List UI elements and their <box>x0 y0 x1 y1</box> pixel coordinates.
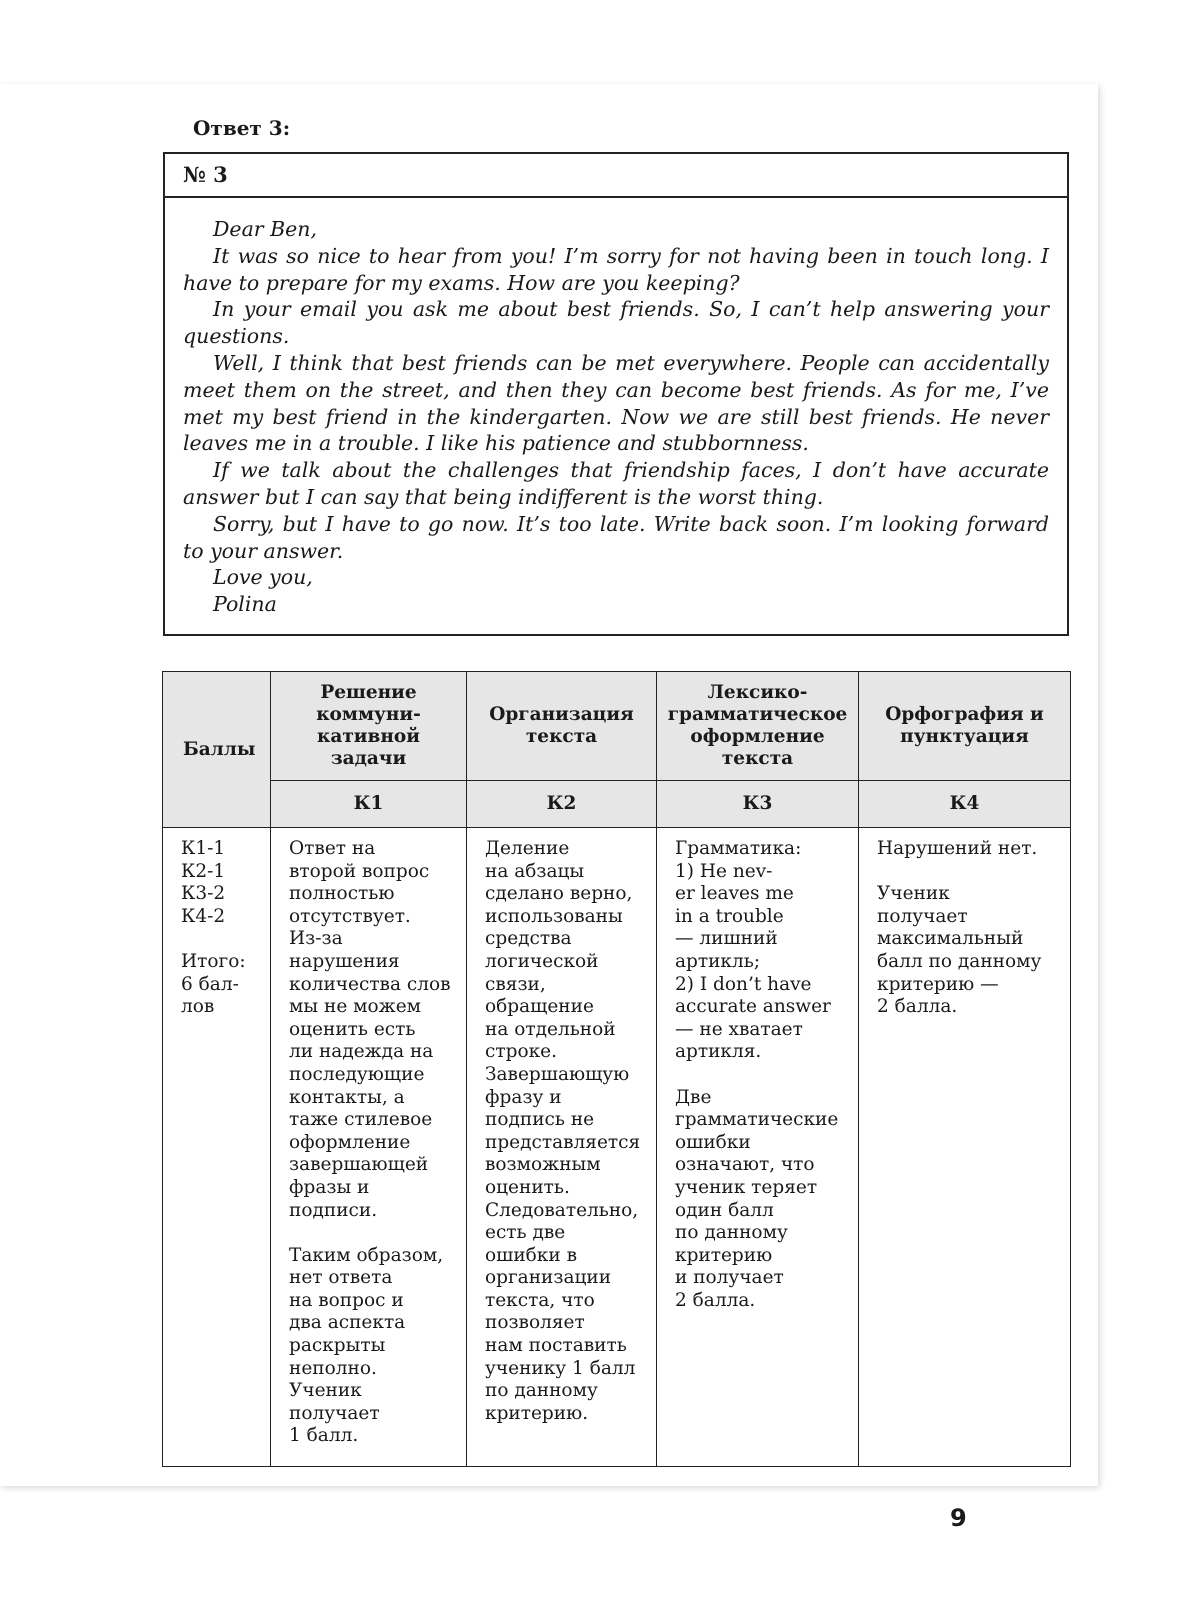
cell-line: два аспекта <box>289 1312 406 1334</box>
cell-line: оценить. <box>485 1176 570 1198</box>
cell-line: ошибки в <box>485 1244 577 1266</box>
letter-signature: Polina <box>213 592 277 617</box>
cell-line: ученик теряет <box>675 1176 818 1198</box>
cell-line: полностью <box>289 883 395 905</box>
code-k1: К1 <box>271 781 467 828</box>
cell-line: К3-2 <box>181 883 226 905</box>
cell-line: обращение <box>485 996 594 1018</box>
cell-line: есть две <box>485 1222 566 1244</box>
cell-line: лов <box>181 996 215 1018</box>
cell-line: 1 балл. <box>289 1425 359 1447</box>
cell-gap <box>289 1222 456 1245</box>
cell-line: 6 бал- <box>181 973 239 995</box>
letter-number: № 3 <box>165 154 1067 198</box>
letter-paragraph: It was so nice to hear from you! I’m sorry for not having been in touch long. I have to prepare for my exams. How are you keeping? <box>183 243 1049 295</box>
cell-line: текста, что <box>485 1289 595 1311</box>
cell-line: accurate answer <box>675 996 831 1018</box>
letter-paragraph: In your email you ask me about best friends. So, I can’t help answering your questions. <box>183 297 1049 349</box>
cell-gap <box>181 928 260 951</box>
header-k3: Лексико-грамматическое оформление текста <box>657 672 859 781</box>
cell-line: артикль; <box>675 950 761 972</box>
header-k4: Орфография и пунктуация <box>859 672 1071 781</box>
cell-line: Завершающую <box>485 1063 630 1085</box>
cell-line: использованы <box>485 905 623 927</box>
cell-line: Нарушений нет. <box>877 838 1038 859</box>
cell-line: 2 балла. <box>675 1289 756 1311</box>
cell-line: на вопрос и <box>289 1289 404 1311</box>
cell-line: по данному <box>485 1380 598 1402</box>
cell-line: один балл <box>675 1199 774 1221</box>
letter-paragraph: If we talk about the challenges that friendship faces, I don’t have accurate answer but I can say that being indifferent is the worst thing. <box>183 458 1049 509</box>
cell-line: — не хватает <box>675 1018 803 1040</box>
cell-line: критерию <box>675 1244 773 1266</box>
k3-cell <box>657 828 859 1467</box>
cell-line: на отдельной <box>485 1018 616 1040</box>
cell-line: er leaves me <box>675 883 794 905</box>
table-row <box>163 828 1071 1467</box>
cell-line: раскрыты <box>289 1335 386 1357</box>
cell-line: Таким образом, <box>289 1244 444 1266</box>
cell-line: К1-1 <box>181 838 226 859</box>
cell-line: организации <box>485 1267 612 1289</box>
answer-label: Ответ 3: <box>193 116 291 140</box>
cell-line: — лишний <box>675 928 778 950</box>
cell-line: позволяет <box>485 1312 585 1334</box>
cell-line: максимальный <box>877 928 1024 950</box>
cell-line: Из-за <box>289 928 343 950</box>
cell-line: по данному <box>675 1222 788 1244</box>
cell-line: Ответ на <box>289 838 376 859</box>
header-balls: Баллы <box>163 672 271 828</box>
cell-line: нам поставить <box>485 1335 627 1357</box>
cell-line: последующие <box>289 1063 425 1085</box>
table-code-row <box>163 781 1071 828</box>
cell-line: ли надежда на <box>289 1041 434 1063</box>
cell-line: получает <box>877 905 968 927</box>
page-number: 9 <box>950 1504 967 1532</box>
cell-line: оформление <box>289 1131 411 1153</box>
letter-box <box>163 152 1069 636</box>
code-k3: К3 <box>657 781 859 828</box>
rubric-table <box>162 671 1071 1467</box>
cell-line: возможным <box>485 1154 601 1176</box>
cell-line: 2) I don’t have <box>675 973 812 995</box>
cell-line: грамматические <box>675 1109 839 1131</box>
header-k2: Организация текста <box>467 672 657 781</box>
cell-line: подписи. <box>289 1199 378 1221</box>
table-header-row <box>163 672 1071 781</box>
cell-line: фразы и <box>289 1176 370 1198</box>
letter-greeting: Dear Ben, <box>213 217 318 241</box>
cell-line: балл по данному <box>877 950 1042 972</box>
cell-line: Грамматика: <box>675 838 802 859</box>
scores-cell <box>163 828 271 1467</box>
cell-line: логической <box>485 950 599 972</box>
cell-line: критерию. <box>485 1402 589 1424</box>
cell-line: нет ответа <box>289 1267 393 1289</box>
cell-line: получает <box>289 1402 380 1424</box>
cell-line: ошибки <box>675 1131 751 1153</box>
letter-paragraph: Well, I think that best friends can be met everywhere. People can accidentally meet them on the street, and then they can become best friends. As for me, I’ve met my best friend in the kindergarten. Now we are still best friends. He never leaves me in a trouble. I like his patience and stubbornness. <box>183 350 1049 456</box>
cell-line: строке. <box>485 1041 557 1063</box>
cell-line: Две <box>675 1086 712 1108</box>
cell-line: артикля. <box>675 1041 762 1063</box>
cell-line: критерию — <box>877 973 999 995</box>
cell-line: второй вопрос <box>289 860 430 882</box>
letter-body <box>165 198 1067 618</box>
header-k1: Решение коммуни-кативной задачи <box>271 672 467 781</box>
cell-line: мы не можем <box>289 996 422 1018</box>
cell-line: Итого: <box>181 950 246 972</box>
cell-line: и получает <box>675 1267 784 1289</box>
cell-line: К2-1 <box>181 860 226 882</box>
cell-line: средства <box>485 928 572 950</box>
cell-line: завершающей <box>289 1154 429 1176</box>
cell-line: отсутствует. <box>289 905 411 927</box>
cell-gap <box>675 1064 848 1087</box>
cell-line: in a trouble <box>675 905 784 927</box>
cell-gap <box>877 861 1060 884</box>
cell-line: количества слов <box>289 973 451 995</box>
cell-line: подпись не <box>485 1109 595 1131</box>
code-k4: К4 <box>859 781 1071 828</box>
cell-line: оценить есть <box>289 1018 416 1040</box>
cell-line: на абзацы <box>485 860 585 882</box>
cell-line: Ученик <box>289 1380 362 1402</box>
k2-cell <box>467 828 657 1467</box>
k1-cell <box>271 828 467 1467</box>
code-k2: К2 <box>467 781 657 828</box>
cell-line: Следовательно, <box>485 1199 639 1221</box>
cell-line: связи, <box>485 973 546 995</box>
letter-paragraph: Sorry, but I have to go now. It’s too late. Write back soon. I’m looking forward to your answer. <box>183 511 1049 563</box>
cell-line: К4-2 <box>181 905 226 927</box>
cell-line: Ученик <box>877 883 950 905</box>
cell-line: неполно. <box>289 1357 377 1379</box>
letter-closing: Love you, <box>213 565 313 590</box>
cell-line: фразу и <box>485 1086 562 1108</box>
cell-line: ученику 1 балл <box>485 1357 636 1379</box>
cell-line: Деление <box>485 838 570 859</box>
cell-line: представляется <box>485 1131 641 1153</box>
cell-line: сделано верно, <box>485 883 633 905</box>
k4-cell <box>859 828 1071 1467</box>
cell-line: нарушения <box>289 950 400 972</box>
cell-line: таже стилевое <box>289 1109 433 1131</box>
cell-line: означают, что <box>675 1154 815 1176</box>
cell-line: 2 балла. <box>877 996 958 1018</box>
cell-line: 1) He nev- <box>675 860 773 882</box>
cell-line: контакты, а <box>289 1086 405 1108</box>
